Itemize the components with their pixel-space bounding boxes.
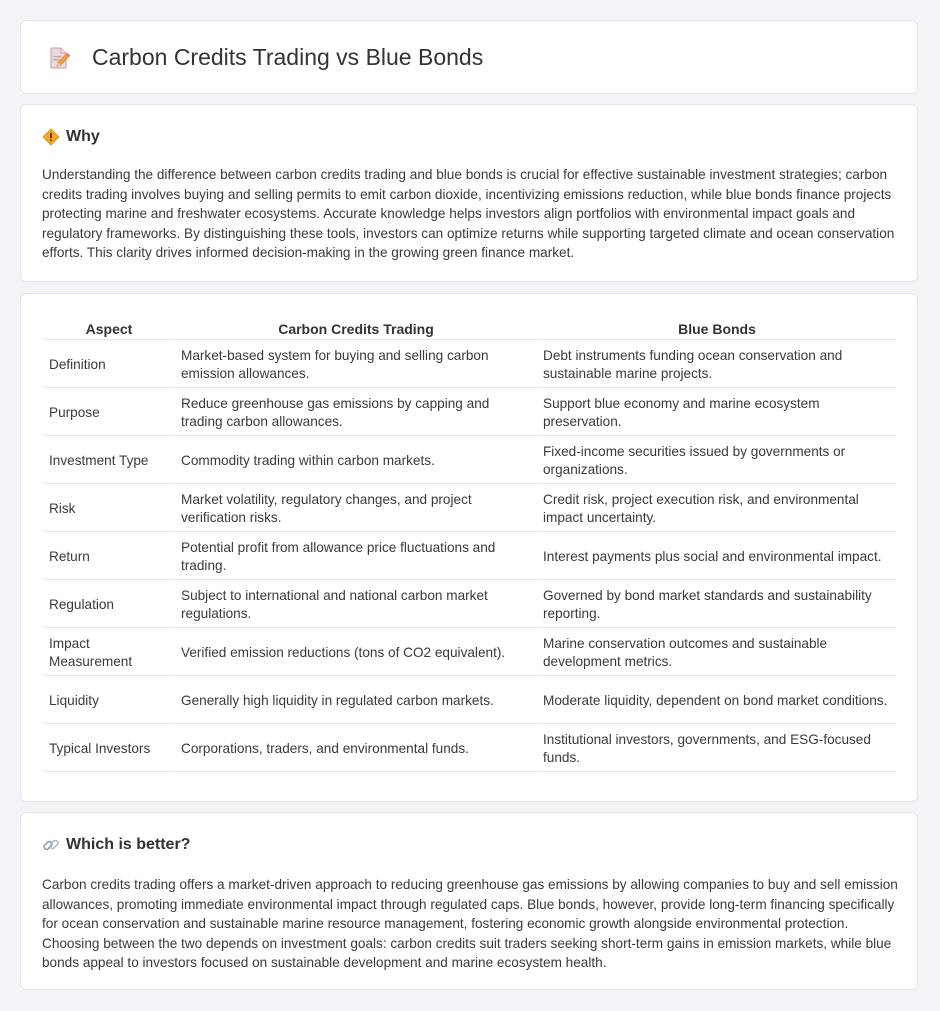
table-row	[44, 582, 896, 628]
comparison-table	[42, 315, 898, 774]
row-carbon-credits: Subject to international and national carbon market regulations.	[176, 582, 536, 628]
row-carbon-credits: Market volatility, regulatory changes, and project verification risks.	[176, 486, 536, 532]
table-row	[44, 678, 896, 724]
row-aspect: Regulation	[44, 582, 174, 628]
row-aspect: Definition	[44, 342, 174, 388]
table-row	[44, 534, 896, 580]
row-aspect: Investment Type	[44, 438, 174, 484]
row-blue-bonds: Support blue economy and marine ecosystem preservation.	[538, 390, 896, 436]
why-text: Understanding the difference between carbon credits trading and blue bonds is crucial for effective sustainable investment strategies; carbon credits trading involves buying and selling permits to emit carbon dioxide, incentivizing emissions reduction, while blue bonds finance projects protecting marine and freshwater ecosystems. Accurate knowledge helps investors align portfolios with environmental impact goals and regulatory frameworks. By distinguishing these tools, investors can optimize returns while supporting targeted climate and ocean conservation efforts. This clarity drives informed decision-making in the growing green finance market.	[42, 167, 895, 260]
row-blue-bonds: Moderate liquidity, dependent on bond market conditions.	[538, 678, 896, 724]
row-blue-bonds: Marine conservation outcomes and sustainable development metrics.	[538, 630, 896, 676]
better-text: Carbon credits trading offers a market-driven approach to reducing greenhouse gas emissions by allowing companies to buy and sell emission allowances, promoting immediate environmental impact through regulated caps. Blue bonds, however, provide long-term financing specifically for ocean conservation and sustainable marine resource management, fostering economic growth alongside environmental protection. Choosing between the two depends on investment goals: carbon credits suit traders seeking short-term gains in emission markets, while blue bonds appeal to investors focused on sustainable development and marine ecosystem health.	[42, 877, 898, 970]
row-carbon-credits: Commodity trading within carbon markets.	[176, 438, 536, 484]
header-card	[20, 20, 918, 94]
table-row	[44, 486, 896, 532]
table-row	[44, 342, 896, 388]
header-blue-bonds: Blue Bonds	[538, 317, 896, 340]
row-aspect: Typical Investors	[44, 726, 174, 772]
row-blue-bonds: Governed by bond market standards and sustainability reporting.	[538, 582, 896, 628]
page-title: Carbon Credits Trading vs Blue Bonds	[92, 44, 484, 70]
row-aspect: Purpose	[44, 390, 174, 436]
better-heading: Which is better?	[66, 836, 191, 853]
table-header-row	[44, 317, 896, 340]
row-blue-bonds: Credit risk, project execution risk, and environmental impact uncertainty.	[538, 486, 896, 532]
table-row	[44, 438, 896, 484]
table-row	[44, 390, 896, 436]
why-heading: Why	[66, 128, 100, 145]
row-carbon-credits: Corporations, traders, and environmental funds.	[176, 726, 536, 772]
link-icon	[42, 836, 60, 854]
why-section	[20, 104, 918, 282]
row-blue-bonds: Debt instruments funding ocean conservation and sustainable marine projects.	[538, 342, 896, 388]
warning-diamond-icon	[42, 128, 60, 146]
document-pencil-icon	[47, 46, 71, 70]
row-carbon-credits: Reduce greenhouse gas emissions by capping and trading carbon allowances.	[176, 390, 536, 436]
row-carbon-credits: Potential profit from allowance price fluctuations and trading.	[176, 534, 536, 580]
row-aspect: Liquidity	[44, 678, 174, 724]
row-carbon-credits: Market-based system for buying and selling carbon emission allowances.	[176, 342, 536, 388]
comparison-card	[20, 293, 918, 802]
row-aspect: Impact Measurement	[44, 630, 174, 676]
which-is-better-section	[20, 812, 918, 990]
row-carbon-credits: Generally high liquidity in regulated carbon markets.	[176, 678, 536, 724]
row-aspect: Risk	[44, 486, 174, 532]
row-blue-bonds: Fixed-income securities issued by governments or organizations.	[538, 438, 896, 484]
why-heading-row	[42, 128, 100, 146]
row-blue-bonds: Interest payments plus social and environmental impact.	[538, 534, 896, 580]
table-row	[44, 630, 896, 676]
table-row	[44, 726, 896, 772]
row-aspect: Return	[44, 534, 174, 580]
better-heading-row	[42, 836, 190, 854]
header-aspect: Aspect	[44, 317, 174, 340]
row-blue-bonds: Institutional investors, governments, and ESG-focused funds.	[538, 726, 896, 772]
header-carbon-credits: Carbon Credits Trading	[176, 317, 536, 340]
row-carbon-credits: Verified emission reductions (tons of CO2 equivalent).	[176, 630, 536, 676]
